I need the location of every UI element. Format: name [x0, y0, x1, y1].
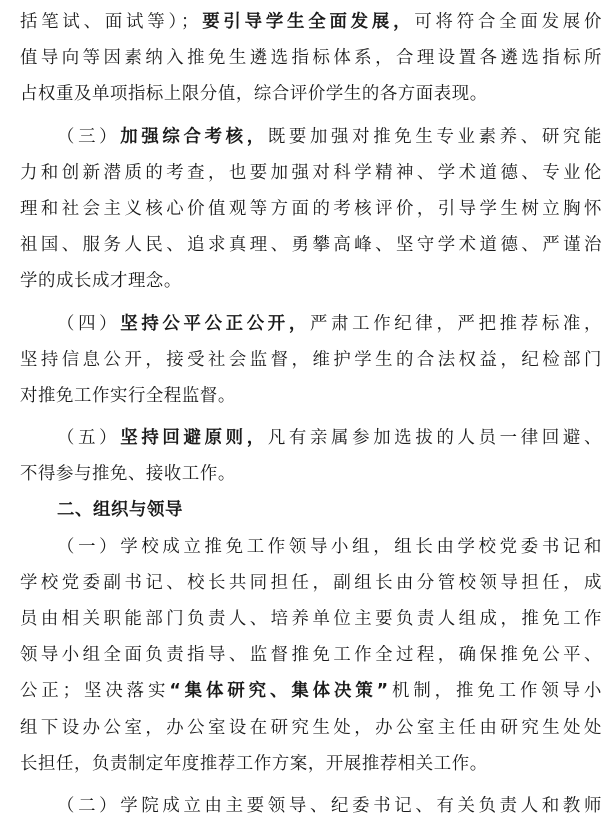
text-run: 机制，推免工作领导小: [388, 681, 602, 702]
text-line: 占权重及单项指标上限分值，综合评价学生的各方面表现。: [20, 84, 488, 105]
text-run: （三）: [57, 126, 121, 147]
text-run: 既要加强对推免生专业素养、研究能: [267, 126, 602, 147]
text-line: [20, 306, 602, 342]
bold-text-run: 坚持回避原则，: [120, 428, 268, 449]
text-line: [20, 420, 602, 456]
text-run: （四）: [57, 313, 121, 334]
text-run: 严肃工作纪律，严把推荐标准，: [309, 313, 602, 334]
text-line: 学校党委副书记、校长共同担任，副组长由分管校领导担任，成: [20, 572, 602, 593]
text-run: 公正；坚决落实: [20, 681, 170, 702]
text-line: 员由相关职能部门负责人、培养单位主要负责人组成，推免工作: [20, 609, 602, 629]
text-line: 领导小组全面负责指导、监督推免工作全过程，确保推免公平、: [20, 645, 602, 666]
text-run: 可将符合全面发展价: [414, 12, 602, 32]
section-heading: 二、组织与领导: [57, 500, 183, 521]
text-line: （一）学校成立推免工作领导小组，组长由学校党委书记和: [57, 536, 602, 557]
bold-text-run: 坚持公平公正公开，: [120, 313, 310, 334]
text-line: [20, 673, 602, 709]
text-line: 力和创新潜质的考查，也要加强对科学精神、学术道德、专业伦: [20, 162, 602, 183]
text-run: 凡有亲属参加选拔的人员一律回避、: [267, 428, 602, 449]
text-run: 括笔试、面试等）；: [20, 12, 199, 32]
text-run: （五）: [57, 428, 121, 449]
text-line: 组下设办公室，办公室设在研究生处，办公室主任由研究生处处: [20, 717, 602, 738]
text-line: 理和社会主义核心价值观等方面的考核评价，引导学生树立胸怀: [20, 198, 602, 219]
text-line: 值导向等因素纳入推免生遴选指标体系，合理设置各遴选指标所: [20, 48, 602, 69]
bold-text-run: 加强综合考核，: [120, 126, 268, 147]
document-page: [20, 4, 602, 824]
text-line: 不得参与推免、接收工作。: [20, 464, 236, 485]
text-line: 坚持信息公开，接受社会监督，维护学生的合法权益，纪检部门: [20, 349, 602, 370]
text-line: 长担任，负责制定年度推荐工作方案，开展推荐相关工作。: [20, 753, 488, 774]
bold-text-run: 要引导学生全面发展，: [198, 12, 415, 32]
text-line: [20, 119, 602, 155]
bold-text-run: “集体研究、集体决策”: [169, 681, 389, 702]
text-line: （二）学院成立由主要领导、纪委书记、有关负责人和教师: [57, 795, 602, 816]
text-line: 祖国、服务人民、追求真理、勇攀高峰、坚守学术道德、严谨治: [20, 235, 602, 256]
text-line: 学的成长成才理念。: [20, 271, 182, 292]
text-line: [20, 4, 602, 40]
text-line: 对推免工作实行全程监督。: [20, 385, 236, 406]
